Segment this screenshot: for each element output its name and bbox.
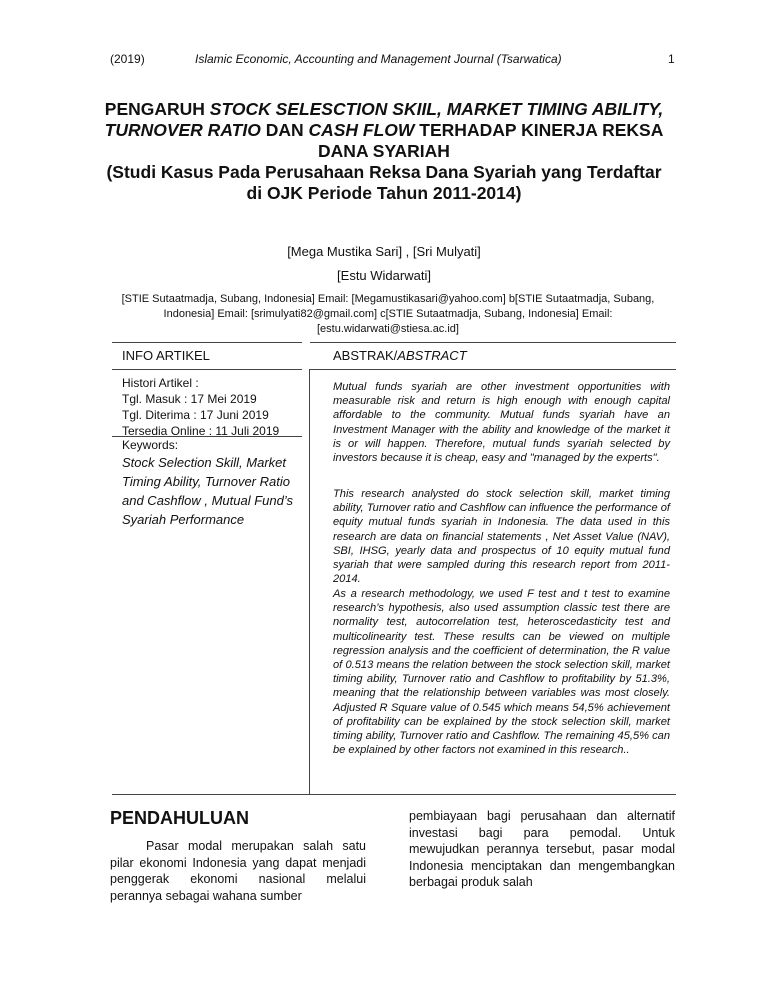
abstract-head-rule <box>310 369 676 370</box>
abstract-top-rule <box>310 342 676 343</box>
abstract-paragraph-3: As a research methodology, we used F test and t test to examine research’s hypothesis, also used assumption classic test there are normality test, autocorrelation test, heteroscedasticity test and multicolinearity test. These results can be viewed on multiple regression analysis and the coefficient of determination, the R value of 0.513 means the relation between the stock selection skill, market timing ability, Turnover ratio and Cashflow to profitability by 51.3%, meaning that the relationship between variables was most closely. Adjusted R Square value of 0.545 which means 54,5% achievement of profitability can be explained by the stock selection skill, market timing ability, Turnover ratio and Cashflow. The remaining 45,5% can be explained by other factors not examined in this research.. <box>333 588 670 757</box>
info-heading: INFO ARTIKEL <box>122 348 210 363</box>
abstract-heading-plain: ABSTRAK/ <box>333 348 398 363</box>
abstract-heading <box>333 348 467 363</box>
history-label: Histori Artikel : <box>122 376 199 390</box>
paper-title <box>100 99 668 204</box>
title-part-2: STOCK SELESCTION SKIIL, MARKET TIMING ABILITY, TURNOVER RATIO <box>104 99 664 140</box>
authors-line-2: [Estu Widarwati] <box>337 268 431 283</box>
title-part-5: TERHADAP KINERJA REKSA DANA SYARIAH <box>318 120 664 161</box>
intro-paragraph-right: pembiayaan bagi perusahaan dan alternatif investasi bagi para pemodal. Untuk mewujudkan perannya tersebut, pasar modal Indonesia menciptakan dan mengembangkan berbagai produk salah <box>409 809 675 889</box>
authors-line-1: [Mega Mustika Sari] , [Sri Mulyati] <box>287 244 481 259</box>
title-subtitle: (Studi Kasus Pada Perusahaan Reksa Dana Syariah yang Terdaftar di OJK Periode Tahun 2011-2014) <box>106 162 662 203</box>
header-journal-name: Islamic Economic, Accounting and Management Journal (Tsarwatica) <box>195 52 562 66</box>
table-bottom-rule <box>112 794 676 795</box>
date-accepted: Tgl. Diterima : 17 Juni 2019 <box>122 408 269 422</box>
title-part-3: DAN <box>260 120 309 140</box>
info-top-rule <box>112 342 302 343</box>
date-online: Tersedia Online : 11 Juli 2019 <box>122 424 280 438</box>
info-head-rule <box>112 369 302 370</box>
keywords-label: Keywords: <box>122 438 179 452</box>
affiliation: [STIE Sutaatmadja, Subang, Indonesia] Email: [Megamustikasari@yahoo.com] b[STIE Sutaatmadja, Subang, Indonesia] Email: [srimulyati82@gmail.com] c[STIE Sutaatmadja, Subang, Indonesia] Email: [estu.widarwati@stiesa.ac.id] <box>121 293 655 335</box>
intro-paragraph-left: Pasar modal merupakan salah satu pilar ekonomi Indonesia yang dapat menjadi penggerak ekonomi nasional melalui perannya sebagai wahana sumber <box>110 839 366 903</box>
title-part-4: CASH FLOW <box>308 120 415 140</box>
abstract-paragraph-1: Mutual funds syariah are other investment opportunities with measurable risk and return is high enough with enough capital affordable to the community. Mutual funds syariah have an Investment Manager with the ability and knowledge of the market it is or will happen. Therefore, mutual funds syariah selected by investors because it is cheap, easy and "managed by the experts". <box>333 381 670 465</box>
section-heading-introduction: PENDAHULUAN <box>110 808 249 828</box>
abstract-heading-italic: ABSTRACT <box>397 348 467 363</box>
column-divider <box>309 369 310 794</box>
header-page-number: 1 <box>668 52 675 66</box>
header-year: (2019) <box>110 52 145 66</box>
date-received: Tgl. Masuk : 17 Mei 2019 <box>122 392 257 406</box>
keywords-list: Stock Selection Skill, Market Timing Ability, Turnover Ratio and Cashflow , Mutual Fund’s Syariah Performance <box>122 455 294 527</box>
title-part-1: PENGARUH <box>104 99 210 119</box>
abstract-paragraph-2: This research analysted do stock selection skill, market timing ability, Turnover ratio and Cashflow can influence the performance of equity mutual funds syariah in Indonesia. The data used in this research are data on financial statements , Net Asset Value (NAV), SBI, IHSG, yearly data and prospectus of 10 equity mutual fund syariah that were sampled during this research report from 2011-2014. <box>333 488 670 586</box>
